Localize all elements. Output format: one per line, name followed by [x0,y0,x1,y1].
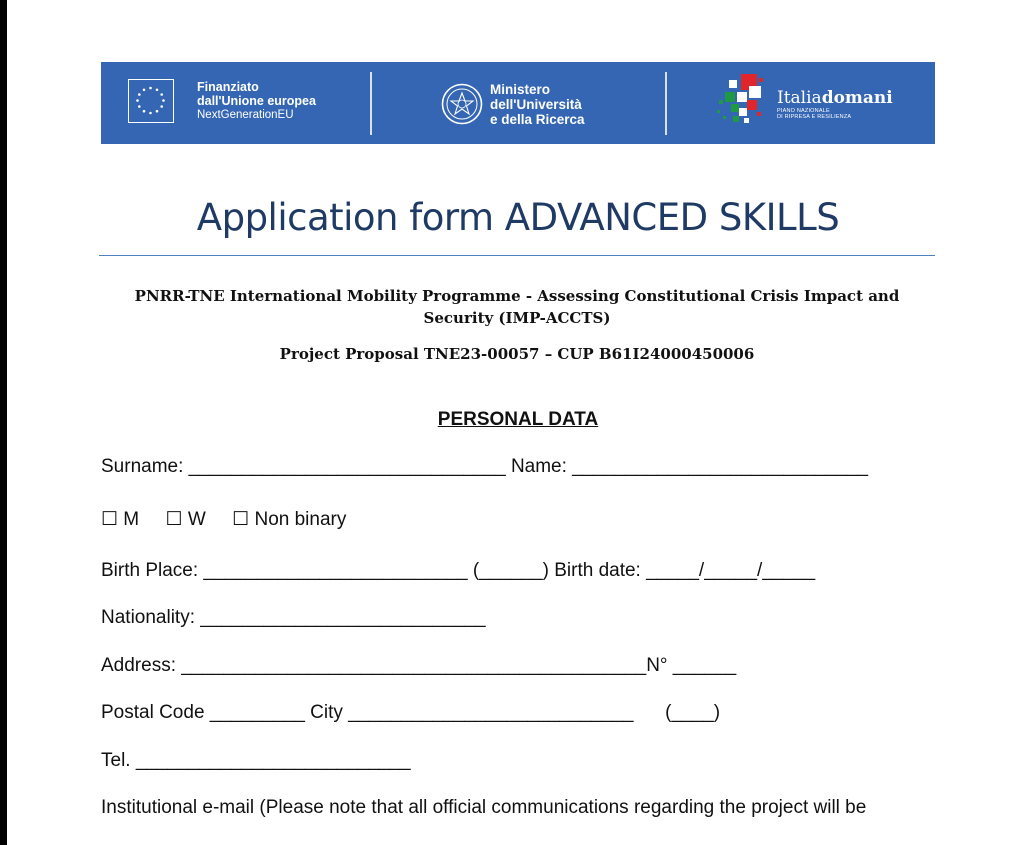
nationality-field[interactable]: Nationality: ___________________________ [101,607,486,628]
republic-seal-icon [441,83,483,125]
ministry-text [490,82,585,127]
address-field[interactable]: Address: ____________________________________________N° ______ [101,655,737,676]
ministry-line1: Ministero [490,82,551,97]
ministry-line2: dell'Università [490,97,582,112]
italia-domani-wordmark [777,88,893,108]
italia-sub-line2: DI RIPRESA E RESILIENZA [777,114,852,120]
italia-domani-text [777,88,893,120]
gender-checkboxes[interactable]: ☐ M ☐ W ☐ Non binary [101,509,347,530]
project-proposal: Project Proposal TNE23-00057 – CUP B61I24000450006 [279,345,755,363]
italia-word: Italia [777,88,822,108]
tel-field[interactable]: Tel. __________________________ [101,750,411,771]
domani-word: domani [821,88,893,108]
document-page [7,0,1024,845]
italia-domani-logo-icon [711,72,775,134]
italia-sub-line1: PIANO NAZIONALE [777,108,830,114]
eu-flag-icon [128,79,174,123]
eu-text-line1: Finanziato [197,80,259,94]
title-divider [99,255,935,256]
eu-text-line3: NextGenerationEU [197,109,294,121]
banner-divider [370,72,372,135]
ministry-line3: e della Ricerca [490,112,585,127]
postal-city-field[interactable]: Postal Code _________ City ___________________________ (____) [101,702,721,723]
institutional-email-label: Institutional e-mail (Please note that all official communications regarding the project will be [101,797,867,818]
banner-divider [665,72,667,135]
eu-funding-text [197,80,316,122]
funding-banner [101,62,935,144]
eu-text-line2: dall'Unione europea [197,94,316,108]
programme-title: PNRR-TNE International Mobility Programme - Assessing Constitutional Crisis Impact and Security (IMP-ACCTS) [134,287,900,327]
section-heading-personal-data: PERSONAL DATA [437,409,599,430]
surname-name-field[interactable]: Surname: ______________________________ Name: ____________________________ [101,456,869,477]
birth-field[interactable]: Birth Place: _________________________ (______) Birth date: _____/_____/_____ [101,560,816,581]
page-title: Application form ADVANCED SKILLS [196,196,840,239]
